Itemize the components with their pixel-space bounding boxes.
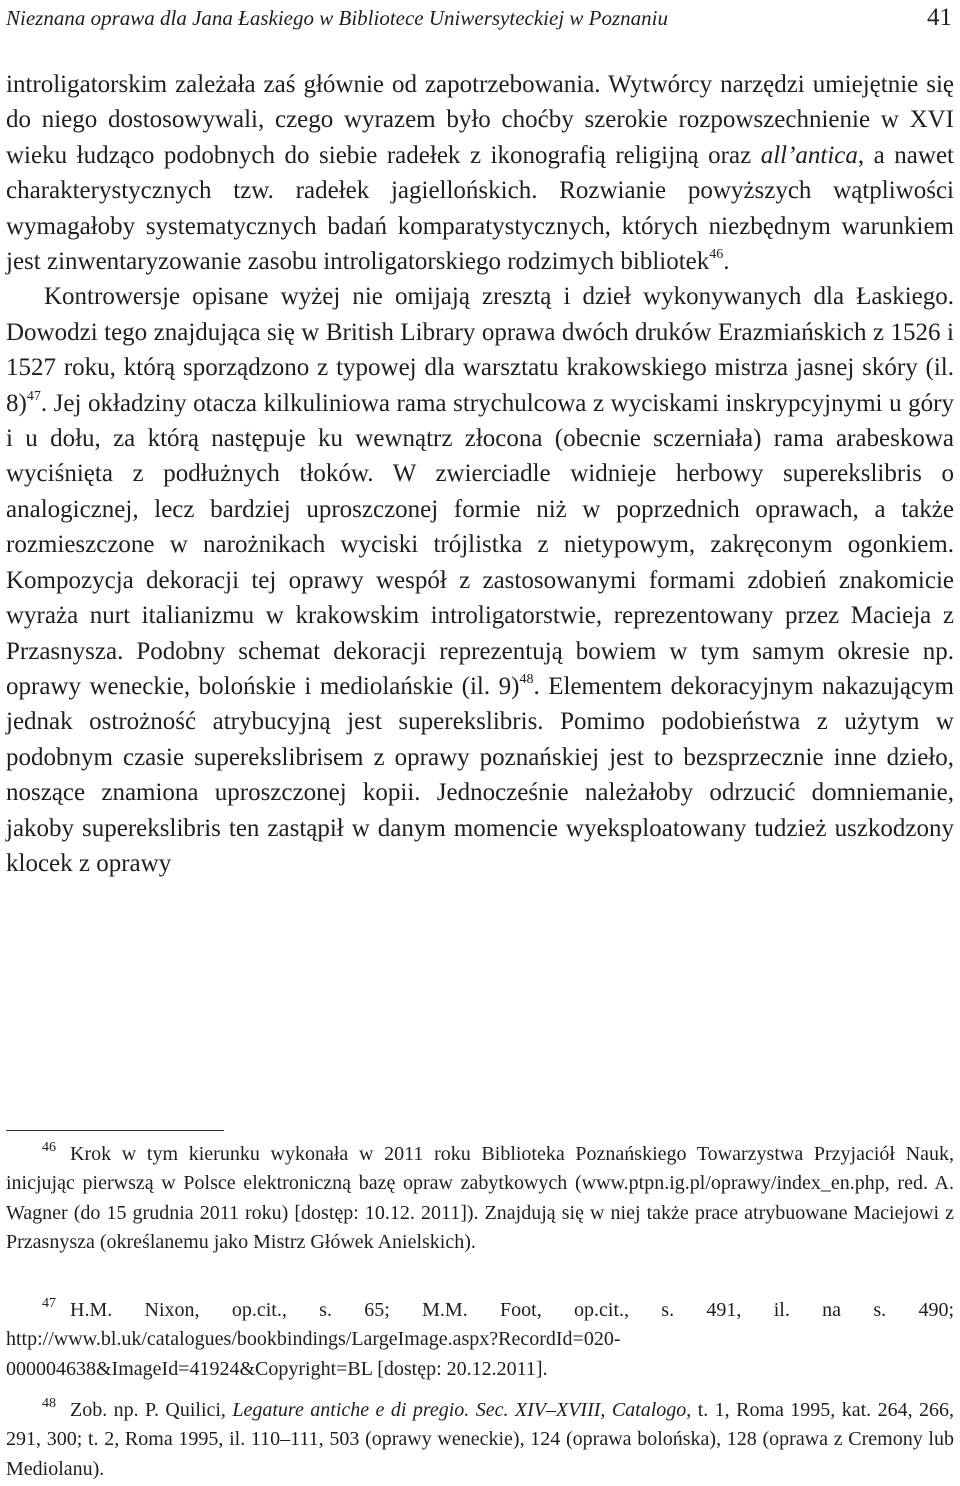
footnote-number: 48 [42,1396,56,1411]
p1-text-a: introligatorskim zależała zaś głównie od zapotrzebowania. Wytwórcy narzędzi umiejętnie się do niego dostosowywali, czego wyrazem było choćby szerokie rozpowszechnienie w XVI wieku łudząco podobnych do siebie radełek z ikonografią religijną oraz [6,71,954,169]
footnote-text-b: , t. 1, Roma 1995, kat. 264, 266, 291, 300; t. 2, Roma 1995, il. 110–111, 503 (oprawy weneckie), 124 (oprawa bolońska), 128 (oprawa z Cremony lub Mediolanu). [6,1399,954,1480]
p2-text-b: . Jej okładziny otacza kilkuliniowa rama strychulcowa z wyciskami inskrypcyjnymi u góry i u dołu, za którą następuje ku wewnątrz złocona (obecnie sczerniała) rama arabeskowa wyciśnięta z podłużnych tłoków. W zwierciadle widnieje herbowy superekslibris o analogicznej, lecz bardziej uproszczonej formie niż w poprzednich oprawach, a także rozmieszczone w narożnikach wyciski trójlistka z nietypowym, zakręconym ogonkiem. Kompozycja dekoracji tej oprawy wespół z zastosowanymi formami zdobień znakomicie wyraża nurt italianizmu w krakowskim introligatorstwie, reprezentowany przez Macieja z Przasnysza. Podobny schemat dekoracji reprezentują bowiem w tym samym okresie np. oprawy weneckie, bolońskie i mediolańskie (il. 9) [6,389,954,700]
footnote-number: 47 [42,1296,56,1311]
footnote-text: H.M. Nixon, op.cit., s. 65; M.M. Foot, op.cit., s. 491, il. na s. 490; http://www.bl.uk/catalogues/bookbindings/LargeImage.aspx?RecordId=020-000004638&ImageId=41924&Copyright=BL [dostęp: 20.12.2011]. [6,1299,954,1380]
footnote-text: Krok w tym kierunku wykonała w 2011 roku Biblioteka Poznańskiego Towarzystwa Przyjaciół Nauk, inicjując pierwszą w Polsce elektroniczną bazę opraw zabytkowych (www.ptpn.ig.pl/oprawy/index_en.php, red. A. Wagner (do 15 grudnia 2011 roku) [dostęp: 10.12. 2011]). Znajdują się w niej także prace atrybuowane Maciejowi z Przasnysza (określanemu jako Mistrz Główek Anielskich). [6,1143,954,1253]
footnote-ref-46[interactable]: 46 [709,247,724,263]
p1-text-end: . [723,248,730,276]
paragraph-1 [6,67,954,279]
footnote-italic-title: Legature antiche e di pregio. Sec. XIV–XVIII, Catalogo [232,1399,687,1421]
body-text [6,67,954,881]
running-title: Nieznana oprawa dla Jana Łaskiego w Bibliotece Uniwersyteckiej w Poznaniu [6,6,669,30]
footnote-47 [6,1296,954,1384]
footnote-text-a: Zob. np. P. Quilici, [70,1399,233,1421]
page-number: 41 [927,4,952,31]
footnote-ref-47[interactable]: 47 [26,388,41,404]
footnote-separator [6,1130,224,1131]
p2-text-c: . Elementem dekoracyjnym nakazującym jednak ostrożność atrybucyjną jest superekslibris. Pomimo podobieństwa z użytym w podobnym czasie superekslibrisem z oprawy poznańskiej jest to bezsprzecznie inne dzieło, noszące znamiona uproszczonej kopii. Jednocześnie należałoby odrzucić domniemanie, jakoby superekslibris ten zastąpił w danym momencie wyeksploatowany tudzież uszkodzony klocek z oprawy [6,672,954,877]
footnote-46 [6,1140,954,1257]
paragraph-2 [6,279,954,881]
footnote-number: 46 [42,1140,56,1155]
footnote-48 [6,1396,954,1484]
p1-italic-term: all’antica [760,141,858,169]
footnote-ref-48[interactable]: 48 [519,671,534,687]
p2-text-a: Kontrowersje opisane wyżej nie omijają zresztą i dzieł wykonywanych dla Łaskiego. Dowodzi tego znajdująca się w British Library oprawa dwóch druków Erazmiańskich z 1526 i 1527 roku, którą sporządzono z typowej dla warsztatu krakowskiego mistrza jasnej skóry (il. 8) [6,283,954,417]
running-header [6,0,952,36]
p1-text-b: , a nawet charakterystycznych tzw. radełek jagiellońskich. Rozwianie powyższych wątpliwości wymagałoby systematycznych badań komparatystycznych, których niezbędnym warunkiem jest zinwentaryzowanie zasobu introligatorskiego rodzimych bibliotek [6,141,954,276]
